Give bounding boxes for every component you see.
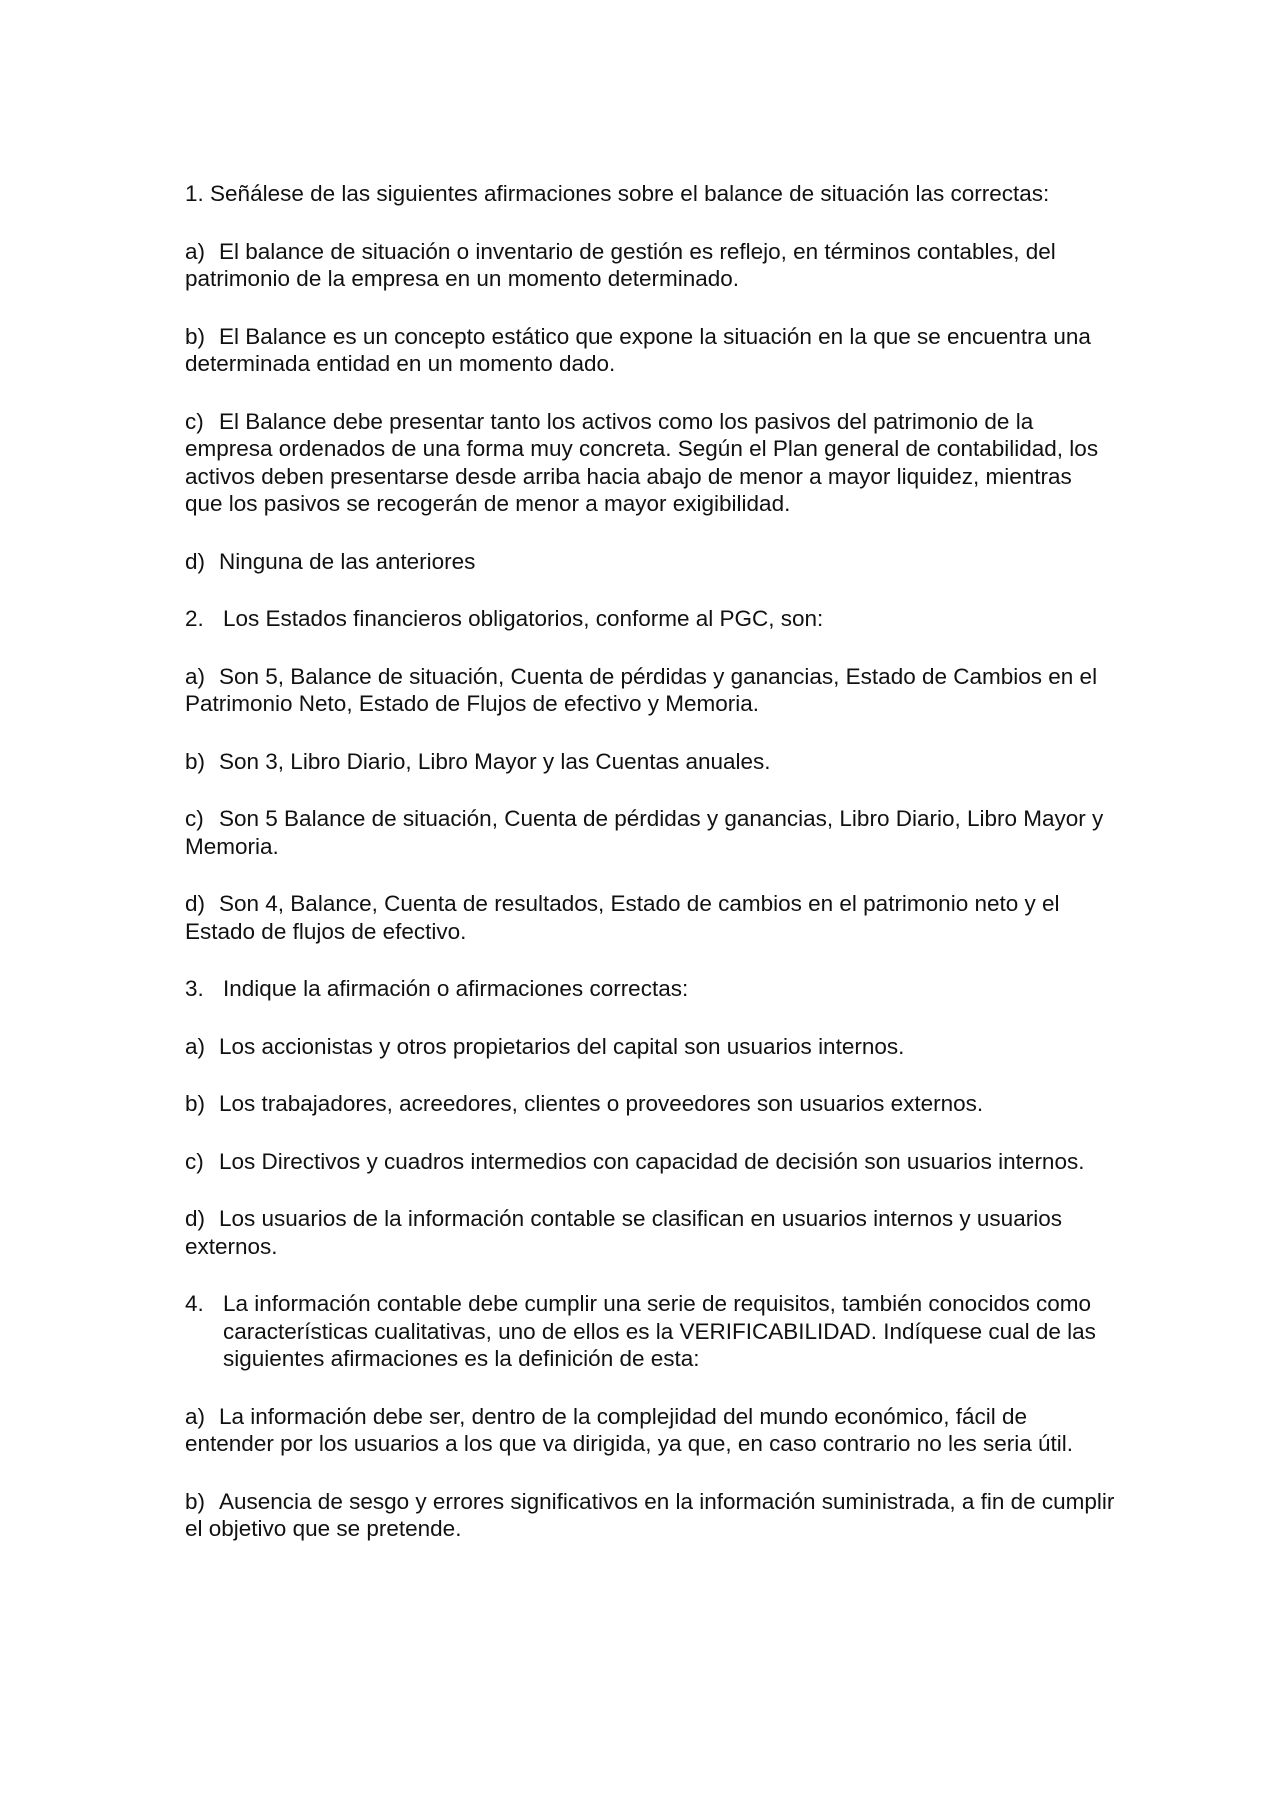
option-letter: d) bbox=[185, 1206, 206, 1231]
option-text: Los trabajadores, acreedores, clientes o proveedores son usuarios externos. bbox=[219, 1091, 984, 1116]
option-2b bbox=[185, 748, 1115, 776]
document-page bbox=[185, 180, 1115, 1573]
option-text: La información debe ser, dentro de la complejidad del mundo económico, fácil de entender por los usuarios a los que va dirigida, ya que, en caso contrario no les seria útil. bbox=[185, 1403, 1074, 1456]
option-4a bbox=[185, 1403, 1115, 1458]
question-number: 4. bbox=[185, 1291, 204, 1316]
option-letter: a) bbox=[185, 1403, 206, 1429]
question-text: Los Estados financieros obligatorios, conforme al PGC, son: bbox=[223, 606, 824, 631]
question-text: La información contable debe cumplir una serie de requisitos, también conocidos como características cualitativas, uno de ellos es la VERIFICABILIDAD. Indíquese cual de las siguientes afirmaciones es la definición de esta: bbox=[223, 1291, 1096, 1371]
question-number: 1. bbox=[185, 181, 204, 206]
option-text: Son 4, Balance, Cuenta de resultados, Estado de cambios en el patrimonio neto y el Estado de flujos de efectivo. bbox=[185, 891, 1060, 944]
option-2a bbox=[185, 663, 1115, 718]
option-3d bbox=[185, 1205, 1115, 1260]
question-1 bbox=[185, 180, 1115, 208]
option-letter: c) bbox=[185, 408, 204, 434]
option-3b bbox=[185, 1090, 1115, 1118]
option-text: El Balance debe presentar tanto los activos como los pasivos del patrimonio de la empresa ordenados de una forma muy concreta. Según el Plan general de contabilidad, los activos deben presentarse desde arriba hacia abajo de menor a mayor liquidez, mientras que los pasivos se recogerán de menor a mayor exigibilidad. bbox=[185, 408, 1099, 516]
option-text: Son 5 Balance de situación, Cuenta de pérdidas y ganancias, Libro Diario, Libro Mayor y Memoria. bbox=[185, 806, 1104, 859]
question-text: Señálese de las siguientes afirmaciones sobre el balance de situación las correctas: bbox=[210, 181, 1050, 206]
option-letter: b) bbox=[185, 748, 206, 774]
question-4 bbox=[185, 1290, 1115, 1373]
question-text: Indique la afirmación o afirmaciones correctas: bbox=[223, 976, 689, 1001]
option-letter: d) bbox=[185, 548, 206, 574]
option-4b bbox=[185, 1488, 1115, 1543]
option-2c bbox=[185, 805, 1115, 860]
option-letter: d) bbox=[185, 891, 206, 916]
option-text: Son 3, Libro Diario, Libro Mayor y las Cuentas anuales. bbox=[219, 748, 771, 774]
option-letter: c) bbox=[185, 806, 204, 831]
option-letter: c) bbox=[185, 1148, 204, 1174]
option-text: Son 5, Balance de situación, Cuenta de pérdidas y ganancias, Estado de Cambios en el Patrimonio Neto, Estado de Flujos de efectivo y Memoria. bbox=[185, 663, 1098, 716]
question-number: 2. bbox=[185, 606, 204, 631]
question-number: 3. bbox=[185, 976, 204, 1001]
option-letter: b) bbox=[185, 1091, 206, 1116]
question-2 bbox=[185, 605, 1115, 633]
option-letter: a) bbox=[185, 1033, 206, 1059]
option-3a bbox=[185, 1033, 1115, 1061]
option-text: Los usuarios de la información contable se clasifican en usuarios internos y usuarios externos. bbox=[185, 1206, 1062, 1259]
option-1d bbox=[185, 548, 1115, 576]
option-1c bbox=[185, 408, 1115, 518]
option-1a bbox=[185, 238, 1115, 293]
option-letter: a) bbox=[185, 663, 206, 689]
option-letter: a) bbox=[185, 238, 206, 264]
option-text: Los Directivos y cuadros intermedios con capacidad de decisión son usuarios internos. bbox=[219, 1148, 1085, 1174]
question-3 bbox=[185, 975, 1115, 1003]
option-letter: b) bbox=[185, 323, 206, 349]
option-1b bbox=[185, 323, 1115, 378]
option-text: El balance de situación o inventario de gestión es reflejo, en términos contables, del patrimonio de la empresa en un momento determinado. bbox=[185, 238, 1056, 291]
option-text: Ninguna de las anteriores bbox=[219, 548, 476, 574]
option-text: El Balance es un concepto estático que expone la situación en la que se encuentra una determinada entidad en un momento dado. bbox=[185, 323, 1091, 376]
option-letter: b) bbox=[185, 1488, 206, 1514]
option-2d bbox=[185, 890, 1115, 945]
option-text: Ausencia de sesgo y errores significativos en la información suministrada, a fin de cumplir el objetivo que se pretende. bbox=[185, 1488, 1115, 1541]
option-text: Los accionistas y otros propietarios del capital son usuarios internos. bbox=[219, 1033, 905, 1059]
option-3c bbox=[185, 1148, 1115, 1176]
